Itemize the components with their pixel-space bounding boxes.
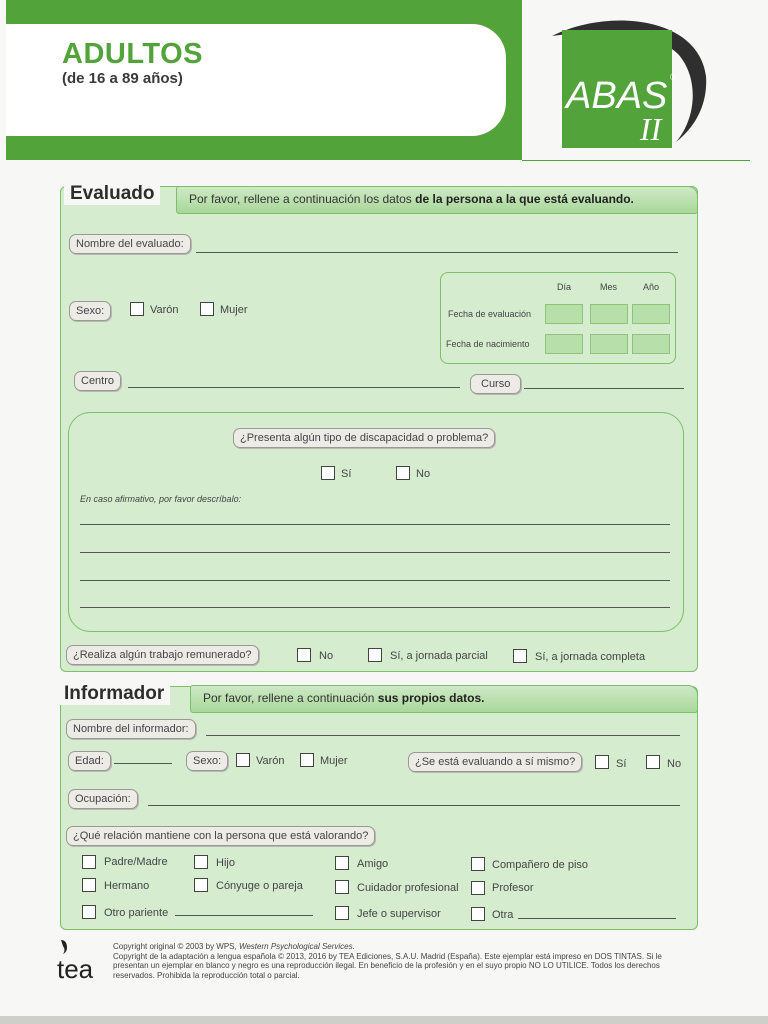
relation-conyuge-checkbox[interactable]: [194, 878, 208, 892]
relation-hermano-label: Hermano: [104, 880, 150, 892]
relation-hijo-checkbox[interactable]: [194, 855, 208, 869]
disability-no-label: No: [416, 468, 431, 480]
work-full-label: Sí, a jornada completa: [535, 651, 646, 663]
work-question: ¿Realiza algún trabajo remunerado?: [66, 645, 259, 665]
abas-logo: [548, 16, 710, 148]
otro-pariente-field[interactable]: [175, 915, 313, 916]
date-birth-year-cell[interactable]: [632, 334, 670, 354]
tea-logo-text: tea: [57, 954, 94, 984]
work-no-label: No: [319, 650, 334, 662]
date-birth-day-cell[interactable]: [545, 334, 583, 354]
informador-name-field[interactable]: [206, 735, 680, 736]
page-title: ADULTOS: [62, 38, 203, 70]
informador-section-title: Informador: [58, 683, 170, 705]
informador-sex-male-checkbox[interactable]: [236, 753, 250, 767]
describe-line[interactable]: [80, 580, 670, 581]
centro-field[interactable]: [128, 387, 460, 388]
relation-padre-madre-checkbox[interactable]: [82, 855, 96, 869]
copyright-line-1: [113, 942, 693, 952]
abas-logo-numeral: II: [640, 111, 662, 147]
informador-sex-label: Sexo:: [186, 751, 228, 771]
relation-companero-checkbox[interactable]: [471, 857, 485, 871]
otra-field[interactable]: [518, 918, 676, 919]
describe-line[interactable]: [80, 607, 670, 608]
occupation-field[interactable]: [148, 805, 680, 806]
curso-field[interactable]: [524, 388, 684, 389]
relation-hijo-label: Hijo: [216, 857, 235, 869]
relation-amigo-label: Amigo: [357, 858, 389, 870]
evaluado-sex-label: Sexo:: [69, 301, 111, 321]
date-birth-label: Fecha de nacimiento: [446, 339, 530, 349]
relation-otra-label: Otra: [492, 909, 514, 921]
relation-otra-checkbox[interactable]: [471, 907, 485, 921]
work-partial-checkbox[interactable]: [368, 648, 382, 662]
informador-age-field[interactable]: [114, 763, 172, 764]
self-eval-question: ¿Se está evaluando a sí mismo?: [408, 752, 582, 772]
disability-yes-checkbox[interactable]: [321, 466, 335, 480]
relation-profesor-checkbox[interactable]: [471, 881, 485, 895]
relation-question: ¿Qué relación mantiene con la persona que está valorando?: [66, 826, 375, 846]
date-header-year: Año: [643, 282, 660, 292]
tea-logo: [55, 938, 103, 984]
evaluado-section-title: Evaluado: [64, 183, 160, 205]
relation-otro-pariente-checkbox[interactable]: [82, 905, 96, 919]
relation-conyuge-label: Cónyuge o pareja: [216, 880, 303, 892]
date-header-day: Día: [557, 282, 572, 292]
evaluado-sex-male-label: Varón: [150, 304, 179, 316]
describe-line[interactable]: [80, 552, 670, 553]
centro-label: Centro: [74, 371, 121, 391]
evaluado-banner-bold: de la persona a la que está evaluando.: [415, 192, 634, 206]
relation-cuidador-label: Cuidador profesional: [357, 882, 459, 894]
self-eval-yes-checkbox[interactable]: [595, 755, 609, 769]
evaluado-sex-male-checkbox[interactable]: [130, 302, 144, 316]
informador-name-label: Nombre del informador:: [66, 719, 196, 739]
relation-otro-pariente-label: Otro pariente: [104, 907, 169, 919]
abas-logo-registered: ®: [670, 72, 677, 82]
page-bottom-edge: [0, 1016, 768, 1024]
self-eval-no-checkbox[interactable]: [646, 755, 660, 769]
relation-hermano-checkbox[interactable]: [82, 878, 96, 892]
informador-banner-text: Por favor, rellene a continuación: [203, 691, 378, 705]
copyright-line-1-italic: Western Psychological Services.: [238, 942, 355, 951]
relation-jefe-checkbox[interactable]: [335, 906, 349, 920]
date-eval-day-cell[interactable]: [545, 304, 583, 324]
disability-no-checkbox[interactable]: [396, 466, 410, 480]
evaluado-name-label: Nombre del evaluado:: [69, 234, 191, 254]
relation-profesor-label: Profesor: [492, 882, 534, 894]
relation-jefe-label: Jefe o supervisor: [357, 908, 441, 920]
informador-age-label: Edad:: [68, 751, 111, 771]
work-no-checkbox[interactable]: [297, 648, 311, 662]
informador-banner-bold: sus propios datos.: [377, 691, 485, 705]
date-eval-month-cell[interactable]: [590, 304, 628, 324]
curso-label: Curso: [470, 374, 521, 394]
disability-describe-label: En caso afirmativo, por favor descríbalo:: [80, 494, 242, 504]
evaluado-sex-female-checkbox[interactable]: [200, 302, 214, 316]
informador-sex-female-checkbox[interactable]: [300, 753, 314, 767]
copyright-line-2: Copyright de la adaptación a lengua española © 2013, 2016 by TEA Ediciones, S.A.U. Madrid (España). Este ejemplar está impreso en DOS TINTAS. Si le presentan un ejemplar en blanco y negro es una reproducción ilegal. En beneficio de la profesión y en el suyo propio NO LO UTILICE. Todos los derechos reservados. Prohibida la reproducción total o parcial.: [113, 951, 662, 980]
abas-logo-text: ABAS: [566, 75, 668, 117]
evaluado-banner-text: Por favor, rellene a continuación los datos: [189, 192, 416, 206]
date-birth-month-cell[interactable]: [590, 334, 628, 354]
occupation-label: Ocupación:: [68, 789, 138, 809]
evaluado-name-field[interactable]: [196, 252, 678, 253]
copyright-line-1-text: Copyright original © 2003 by WPS,: [113, 942, 239, 951]
relation-padre-madre-label: Padre/Madre: [104, 856, 168, 868]
informador-instructions-banner: [190, 685, 698, 713]
copyright-notice: [113, 942, 693, 980]
disability-yes-label: Sí: [341, 468, 352, 480]
informador-sex-female-label: Mujer: [320, 755, 348, 767]
relation-amigo-checkbox[interactable]: [335, 856, 349, 870]
relation-cuidador-checkbox[interactable]: [335, 880, 349, 894]
header-rule: [522, 160, 750, 161]
self-eval-yes-label: Sí: [616, 758, 627, 770]
describe-line[interactable]: [80, 524, 670, 525]
informador-sex-male-label: Varón: [256, 755, 285, 767]
date-eval-year-cell[interactable]: [632, 304, 670, 324]
evaluado-sex-female-label: Mujer: [220, 304, 248, 316]
date-eval-label: Fecha de evaluación: [448, 309, 532, 319]
disability-question: ¿Presenta algún tipo de discapacidad o problema?: [233, 428, 495, 448]
work-partial-label: Sí, a jornada parcial: [390, 650, 488, 662]
date-header-month: Mes: [600, 282, 618, 292]
evaluado-instructions-banner: [176, 186, 698, 214]
page-subtitle: (de 16 a 89 años): [62, 70, 183, 87]
self-eval-no-label: No: [667, 758, 682, 770]
relation-companero-label: Compañero de piso: [492, 859, 589, 871]
work-full-checkbox[interactable]: [513, 649, 527, 663]
